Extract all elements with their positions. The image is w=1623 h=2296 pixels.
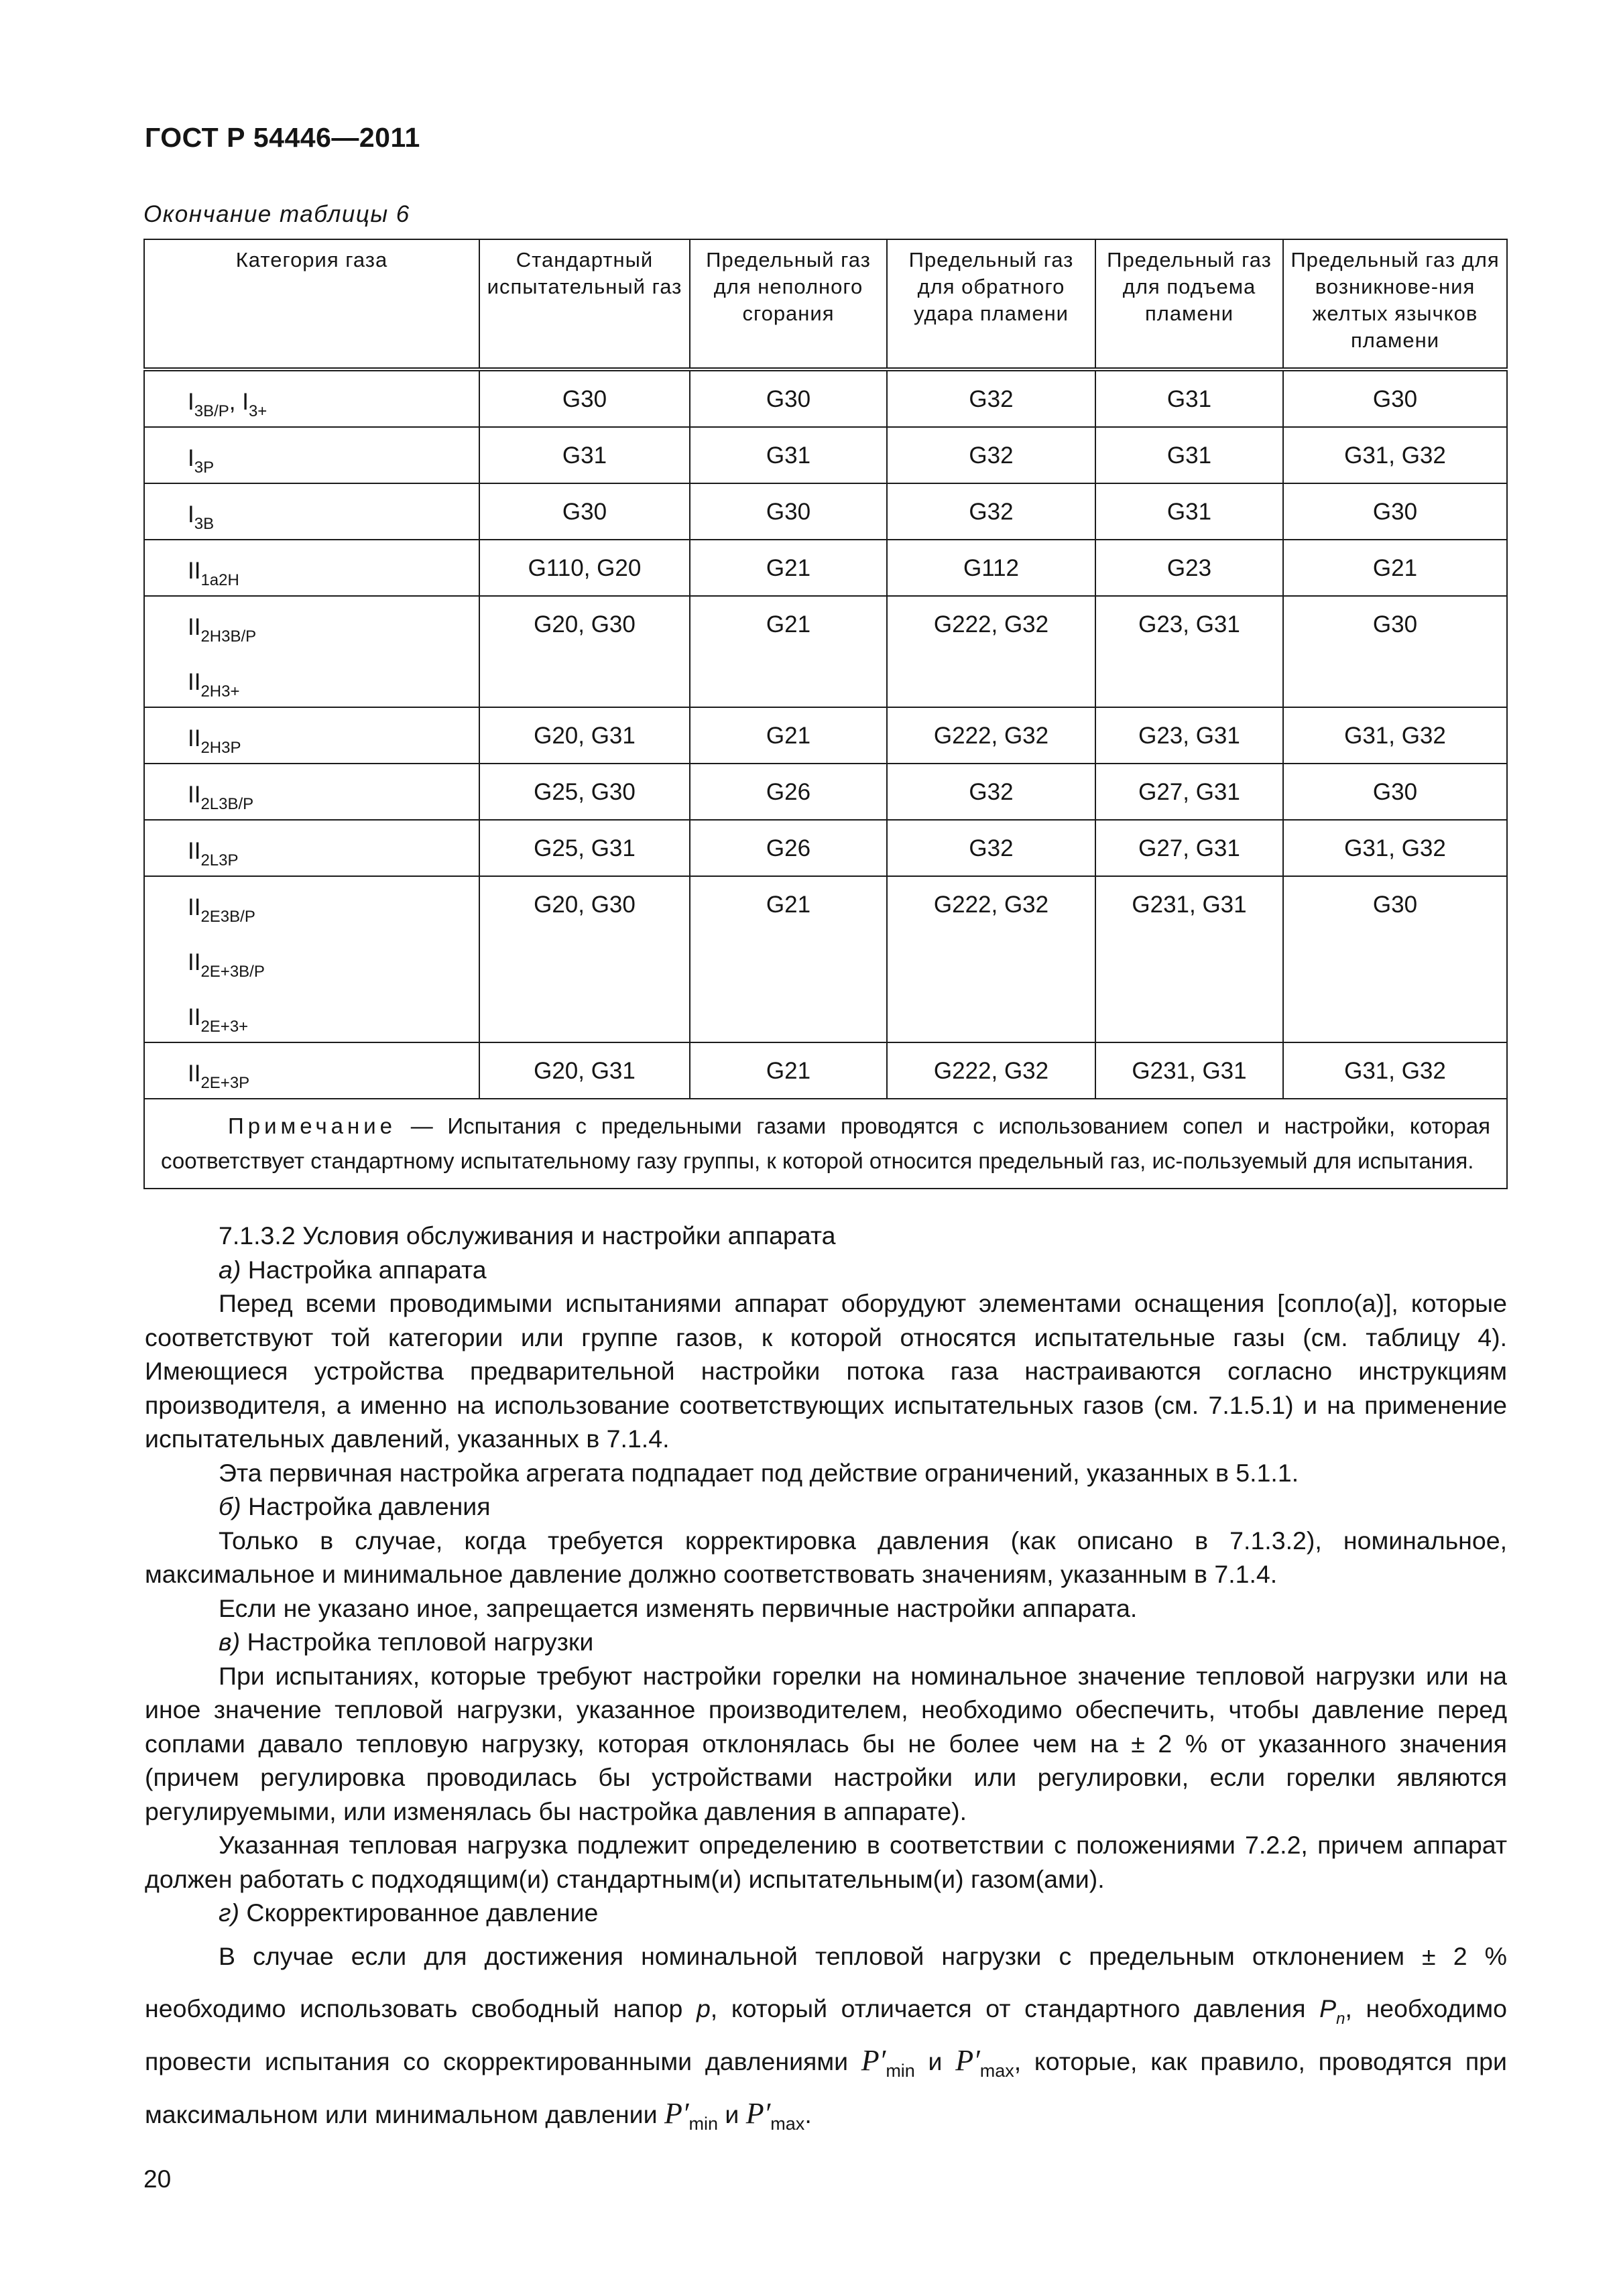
cell-gas-value: G23, G31: [1095, 596, 1283, 707]
category-code: $II_{2E+3+}$: [188, 1004, 249, 1036]
p-max-symbol: $P'_{max}$: [955, 2043, 1014, 2081]
cell-gas-value: G32: [887, 427, 1095, 483]
cell-gas-value: G21: [690, 596, 887, 707]
p-max-symbol: $P'_{max}$: [745, 2096, 805, 2134]
category-code: $I_{3B}$: [188, 501, 215, 533]
cell-gas-value: G31: [1095, 369, 1283, 427]
cell-gas-value: G31, G32: [1283, 707, 1507, 764]
cell-gas-value: G21: [1283, 540, 1507, 596]
gas-table: [143, 239, 1508, 1189]
cell-gas-value: G21: [690, 707, 887, 764]
cell-gas-value: G32: [887, 764, 1095, 820]
category-code: $II_{2H3B/P}$: [188, 614, 257, 646]
cell-gas-value: G31: [1095, 427, 1283, 483]
cell-gas-value: G231, G31: [1095, 876, 1283, 1042]
cell-gas-value: G222, G32: [887, 876, 1095, 1042]
cell-gas-value: G31: [1095, 483, 1283, 540]
table-row: [144, 820, 1507, 876]
paragraph: При испытаниях, которые требуют настройки горелки на номинальное значение тепловой нагрузки или на иное значение тепловой нагрузки, указанное производителем, необходимо обеспечить, чтобы давление перед соплами давало тепловую нагрузку, которая отклонялась бы не более чем на ± 2 % от указанного значения (причем регулировка проводилась бы устройствами настройки или регулировки, если горелки являются регулируемыми, или изменялась бы настройка давления в аппарате).: [145, 1661, 1507, 1825]
table-row: [144, 596, 1507, 707]
cell-gas-category: [144, 540, 479, 596]
cell-gas-value: G20, G30: [479, 596, 690, 707]
cell-gas-value: G27, G31: [1095, 764, 1283, 820]
note-label: Примечание: [228, 1113, 397, 1138]
cell-gas-value: G21: [690, 540, 887, 596]
cell-gas-value: G30: [479, 483, 690, 540]
category-code: $I_{3B/P}$, $I_{3+}$: [188, 389, 267, 420]
cell-gas-value: G31, G32: [1283, 820, 1507, 876]
cell-gas-value: G30: [1283, 596, 1507, 707]
cell-gas-value: G231, G31: [1095, 1042, 1283, 1099]
category-code: $II_{2E+3B/P}$: [188, 949, 265, 981]
subsection-v-title: в) Настройка тепловой нагрузки: [219, 1628, 594, 1656]
cell-gas-category: [144, 427, 479, 483]
cell-gas-value: G23, G31: [1095, 707, 1283, 764]
cell-gas-category: [144, 596, 479, 707]
cell-gas-value: G20, G30: [479, 876, 690, 1042]
cell-gas-value: G26: [690, 764, 887, 820]
cell-gas-value: G110, G20: [479, 540, 690, 596]
cell-gas-value: G27, G31: [1095, 820, 1283, 876]
category-code: $II_{2E+3P}$: [188, 1061, 250, 1092]
col-header-flashback: Предельный газ для обратного удара пламени: [887, 239, 1095, 369]
cell-gas-value: G112: [887, 540, 1095, 596]
table-header-row: [144, 239, 1507, 369]
paragraph: Только в случае, когда требуется корректировка давления (как описано в 7.1.3.2), номинальное, максимальное и минимальное давление должно соответствовать значениям, указанным в 7.1.4.: [145, 1526, 1507, 1588]
cell-gas-value: G26: [690, 820, 887, 876]
category-code: $II_{2H3+}$: [188, 669, 240, 701]
col-header-standard: Стандартный испытательный газ: [479, 239, 690, 369]
cell-gas-value: G31, G32: [1283, 1042, 1507, 1099]
col-header-incomplete: Предельный газ для неполного сгорания: [690, 239, 887, 369]
p-min-symbol: $P'_{min}$: [664, 2096, 718, 2134]
col-header-category: Категория газа: [144, 239, 479, 369]
cell-gas-value: G30: [479, 369, 690, 427]
category-code: $I_{3P}$: [188, 445, 215, 477]
table-row: [144, 764, 1507, 820]
paragraph: Если не указано иное, запрещается изменять первичные настройки аппарата.: [219, 1593, 1138, 1622]
table-row: [144, 483, 1507, 540]
note-text: — Испытания с предельными газами проводятся с использованием сопел и настройки, которая соответствует стандартному испытательному газу группы, к которой относится предельный газ, ис-пользуемый для испытания.: [161, 1113, 1490, 1173]
cell-gas-category: [144, 764, 479, 820]
cell-gas-value: G30: [1283, 876, 1507, 1042]
category-code: $II_{1a2H}$: [188, 558, 239, 589]
cell-gas-category: [144, 1042, 479, 1099]
table-body: [144, 369, 1507, 1099]
table-note: [144, 1099, 1507, 1189]
subsection-a-title: а) Настройка аппарата: [219, 1255, 487, 1284]
cell-gas-value: G30: [690, 369, 887, 427]
category-code: $II_{2L3P}$: [188, 838, 239, 869]
cell-gas-value: G30: [1283, 483, 1507, 540]
category-code: $II_{2E3B/P}$: [188, 894, 255, 926]
table-row: [144, 427, 1507, 483]
cell-gas-value: G30: [690, 483, 887, 540]
cell-gas-value: G20, G31: [479, 1042, 690, 1099]
p-min-symbol: $P'_{min}$: [861, 2043, 915, 2081]
body-text: [145, 1219, 1507, 2140]
table-row: [144, 1042, 1507, 1099]
cell-gas-category: [144, 820, 479, 876]
cell-gas-value: G222, G32: [887, 1042, 1095, 1099]
cell-gas-category: [144, 483, 479, 540]
paragraph-corrected-pressure: В случае если для достижения номинальной тепловой нагрузки с предельным отклонением ± 2 % необходимо использовать свободный напор p, который отличается от стандартного давления $P_n$, необходимо провести испытания со скорректированными давлениями $P'_{min}$ и $P'_{max}$, которые, как правило, проводятся при максимальном или минимальном давлении $P'_{min}$ и $P'_{max}$.: [145, 1941, 1507, 2134]
paragraph: Перед всеми проводимыми испытаниями аппарат оборудуют элементами оснащения [сопло(а)], которые соответствуют той категории или группе газов, к которой относятся испытательные газы (см. таблицу 4). Имеющиеся устройства предварительной настройки потока газа настраиваются согласно инструкциям производителя, а именно на использование соответствующих испытательных газов (см. 7.1.5.1) и на применение испытательных давлений, указанных в 7.1.4.: [145, 1289, 1507, 1453]
table-row: [144, 707, 1507, 764]
subsection-g-title: г) Скорректированное давление: [219, 1898, 599, 1927]
table-row: [144, 876, 1507, 1042]
cell-gas-category: [144, 876, 479, 1042]
cell-gas-value: G21: [690, 1042, 887, 1099]
cell-gas-value: G222, G32: [887, 707, 1095, 764]
cell-gas-value: G20, G31: [479, 707, 690, 764]
cell-gas-value: G31, G32: [1283, 427, 1507, 483]
cell-gas-value: G25, G31: [479, 820, 690, 876]
cell-gas-value: G31: [479, 427, 690, 483]
note-row: [144, 1099, 1507, 1189]
cell-gas-value: G32: [887, 483, 1095, 540]
col-header-liftoff: Предельный газ для подъема пламени: [1095, 239, 1283, 369]
paragraph: Указанная тепловая нагрузка подлежит определению в соответствии с положениями 7.2.2, причем аппарат должен работать с подходящим(и) стандартным(и) испытательным(и) газом(ами).: [145, 1831, 1507, 1893]
paragraph: Эта первичная настройка агрегата подпадает под действие ограничений, указанных в 5.1.1.: [219, 1458, 1299, 1487]
cell-gas-value: G25, G30: [479, 764, 690, 820]
cell-gas-value: G23: [1095, 540, 1283, 596]
table-row: [144, 369, 1507, 427]
col-header-yellow-tips: Предельный газ для возникнове-ния желтых язычков пламени: [1283, 239, 1507, 369]
cell-gas-value: G32: [887, 820, 1095, 876]
cell-gas-category: [144, 369, 479, 427]
subsection-b-title: б) Настройка давления: [219, 1492, 491, 1520]
cell-gas-value: G30: [1283, 369, 1507, 427]
section-heading: 7.1.3.2 Условия обслуживания и настройки аппарата: [219, 1221, 836, 1250]
cell-gas-value: G30: [1283, 764, 1507, 820]
page-number: 20: [143, 2165, 172, 2193]
category-code: $II_{2H3P}$: [188, 725, 241, 757]
cell-gas-value: G31: [690, 427, 887, 483]
cell-gas-value: G21: [690, 876, 887, 1042]
table-row: [144, 540, 1507, 596]
table-caption: Окончание таблицы 6: [143, 201, 410, 227]
category-code: $II_{2L3B/P}$: [188, 782, 254, 813]
cell-gas-value: G222, G32: [887, 596, 1095, 707]
cell-gas-value: G32: [887, 369, 1095, 427]
cell-gas-category: [144, 707, 479, 764]
document-header: ГОСТ Р 54446—2011: [145, 122, 420, 153]
